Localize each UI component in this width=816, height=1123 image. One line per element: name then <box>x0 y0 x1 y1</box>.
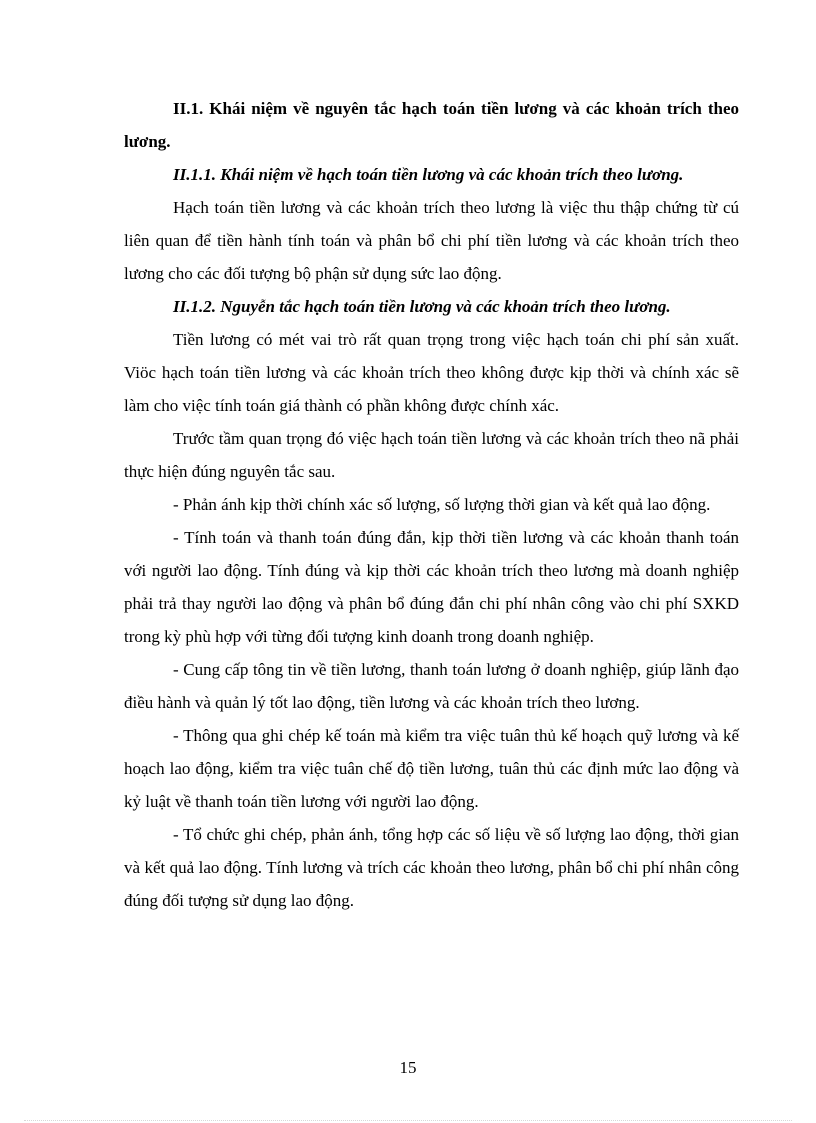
bullet-item-1: - Phản ánh kịp thời chính xác số lượng, số lượng thời gian và kết quả lao động. <box>173 495 711 514</box>
bullet-item-3: - Cung cấp tông tin về tiền lương, thanh toán lương ở doanh nghiệp, giúp lãnh đạo điều hành và quản lý tốt lao động, tiền lương và các khoản trích theo lương. <box>124 660 739 712</box>
bullet-item-4: - Thông qua ghi chép kế toán mà kiểm tra việc tuân thủ kế hoạch quỹ lương và kế hoạch lao động, kiểm tra việc tuân chế độ tiền lương, tuân thủ các định mức lao động và kỷ luật về thanh toán tiền lương với người lao động. <box>124 726 739 811</box>
paragraph-1: Hạch toán tiền lương và các khoản trích theo lương là việc thu thập chứng từ cú liên quan để tiền hành tính toán và phân bổ chi phí tiền lương và các khoản trích theo lương cho các đối tượng bộ phận sử dụng sức lao động. <box>124 198 739 283</box>
paragraph-2: Tiền lương có mét vai trò rất quan trọng trong việc hạch toán chi phí sản xuất. Viöc hạch toán tiền lương và các khoản trích theo không được kịp thời và chính xác sẽ làm cho việc tính toán giá thành có phần không được chính xác. <box>124 330 739 415</box>
bullet-item-2: - Tính toán và thanh toán đúng đắn, kịp thời tiền lương và các khoản thanh toán với người lao động. Tính đúng và kịp thời các khoản trích theo lương mà doanh nghiệp phải trả thay người lao động và phân bổ đúng đắn chi phí nhân công vào chi phí SXKD trong kỳ phù hợp với từng đối tượng kinh doanh trong doanh nghiệp. <box>124 528 739 646</box>
bullet-item-5: - Tổ chức ghi chép, phản ánh, tổng hợp các số liệu về số lượng lao động, thời gian và kết quả lao động. Tính lương và trích các khoản theo lương, phân bổ chi phí nhân công đúng đối tượng sử dụng lao động. <box>124 825 739 910</box>
paragraph-3: Trước tầm quan trọng đó việc hạch toán tiền lương và các khoản trích theo nã phải thực hiện đúng nguyên tắc sau. <box>124 429 739 481</box>
subsection-heading-1: II.1.1. Khái niệm về hạch toán tiền lương và các khoản trích theo lương. <box>173 165 684 184</box>
page-bottom-divider <box>24 1120 792 1121</box>
page-number: 15 <box>399 1058 417 1077</box>
document-body <box>124 92 739 917</box>
section-heading: II.1. Khái niệm về nguyên tắc hạch toán tiền lương và các khoản trích theo lương. <box>124 99 739 151</box>
subsection-heading-2: II.1.2. Nguyễn tắc hạch toán tiền lương và các khoản trích theo lương. <box>173 297 671 316</box>
